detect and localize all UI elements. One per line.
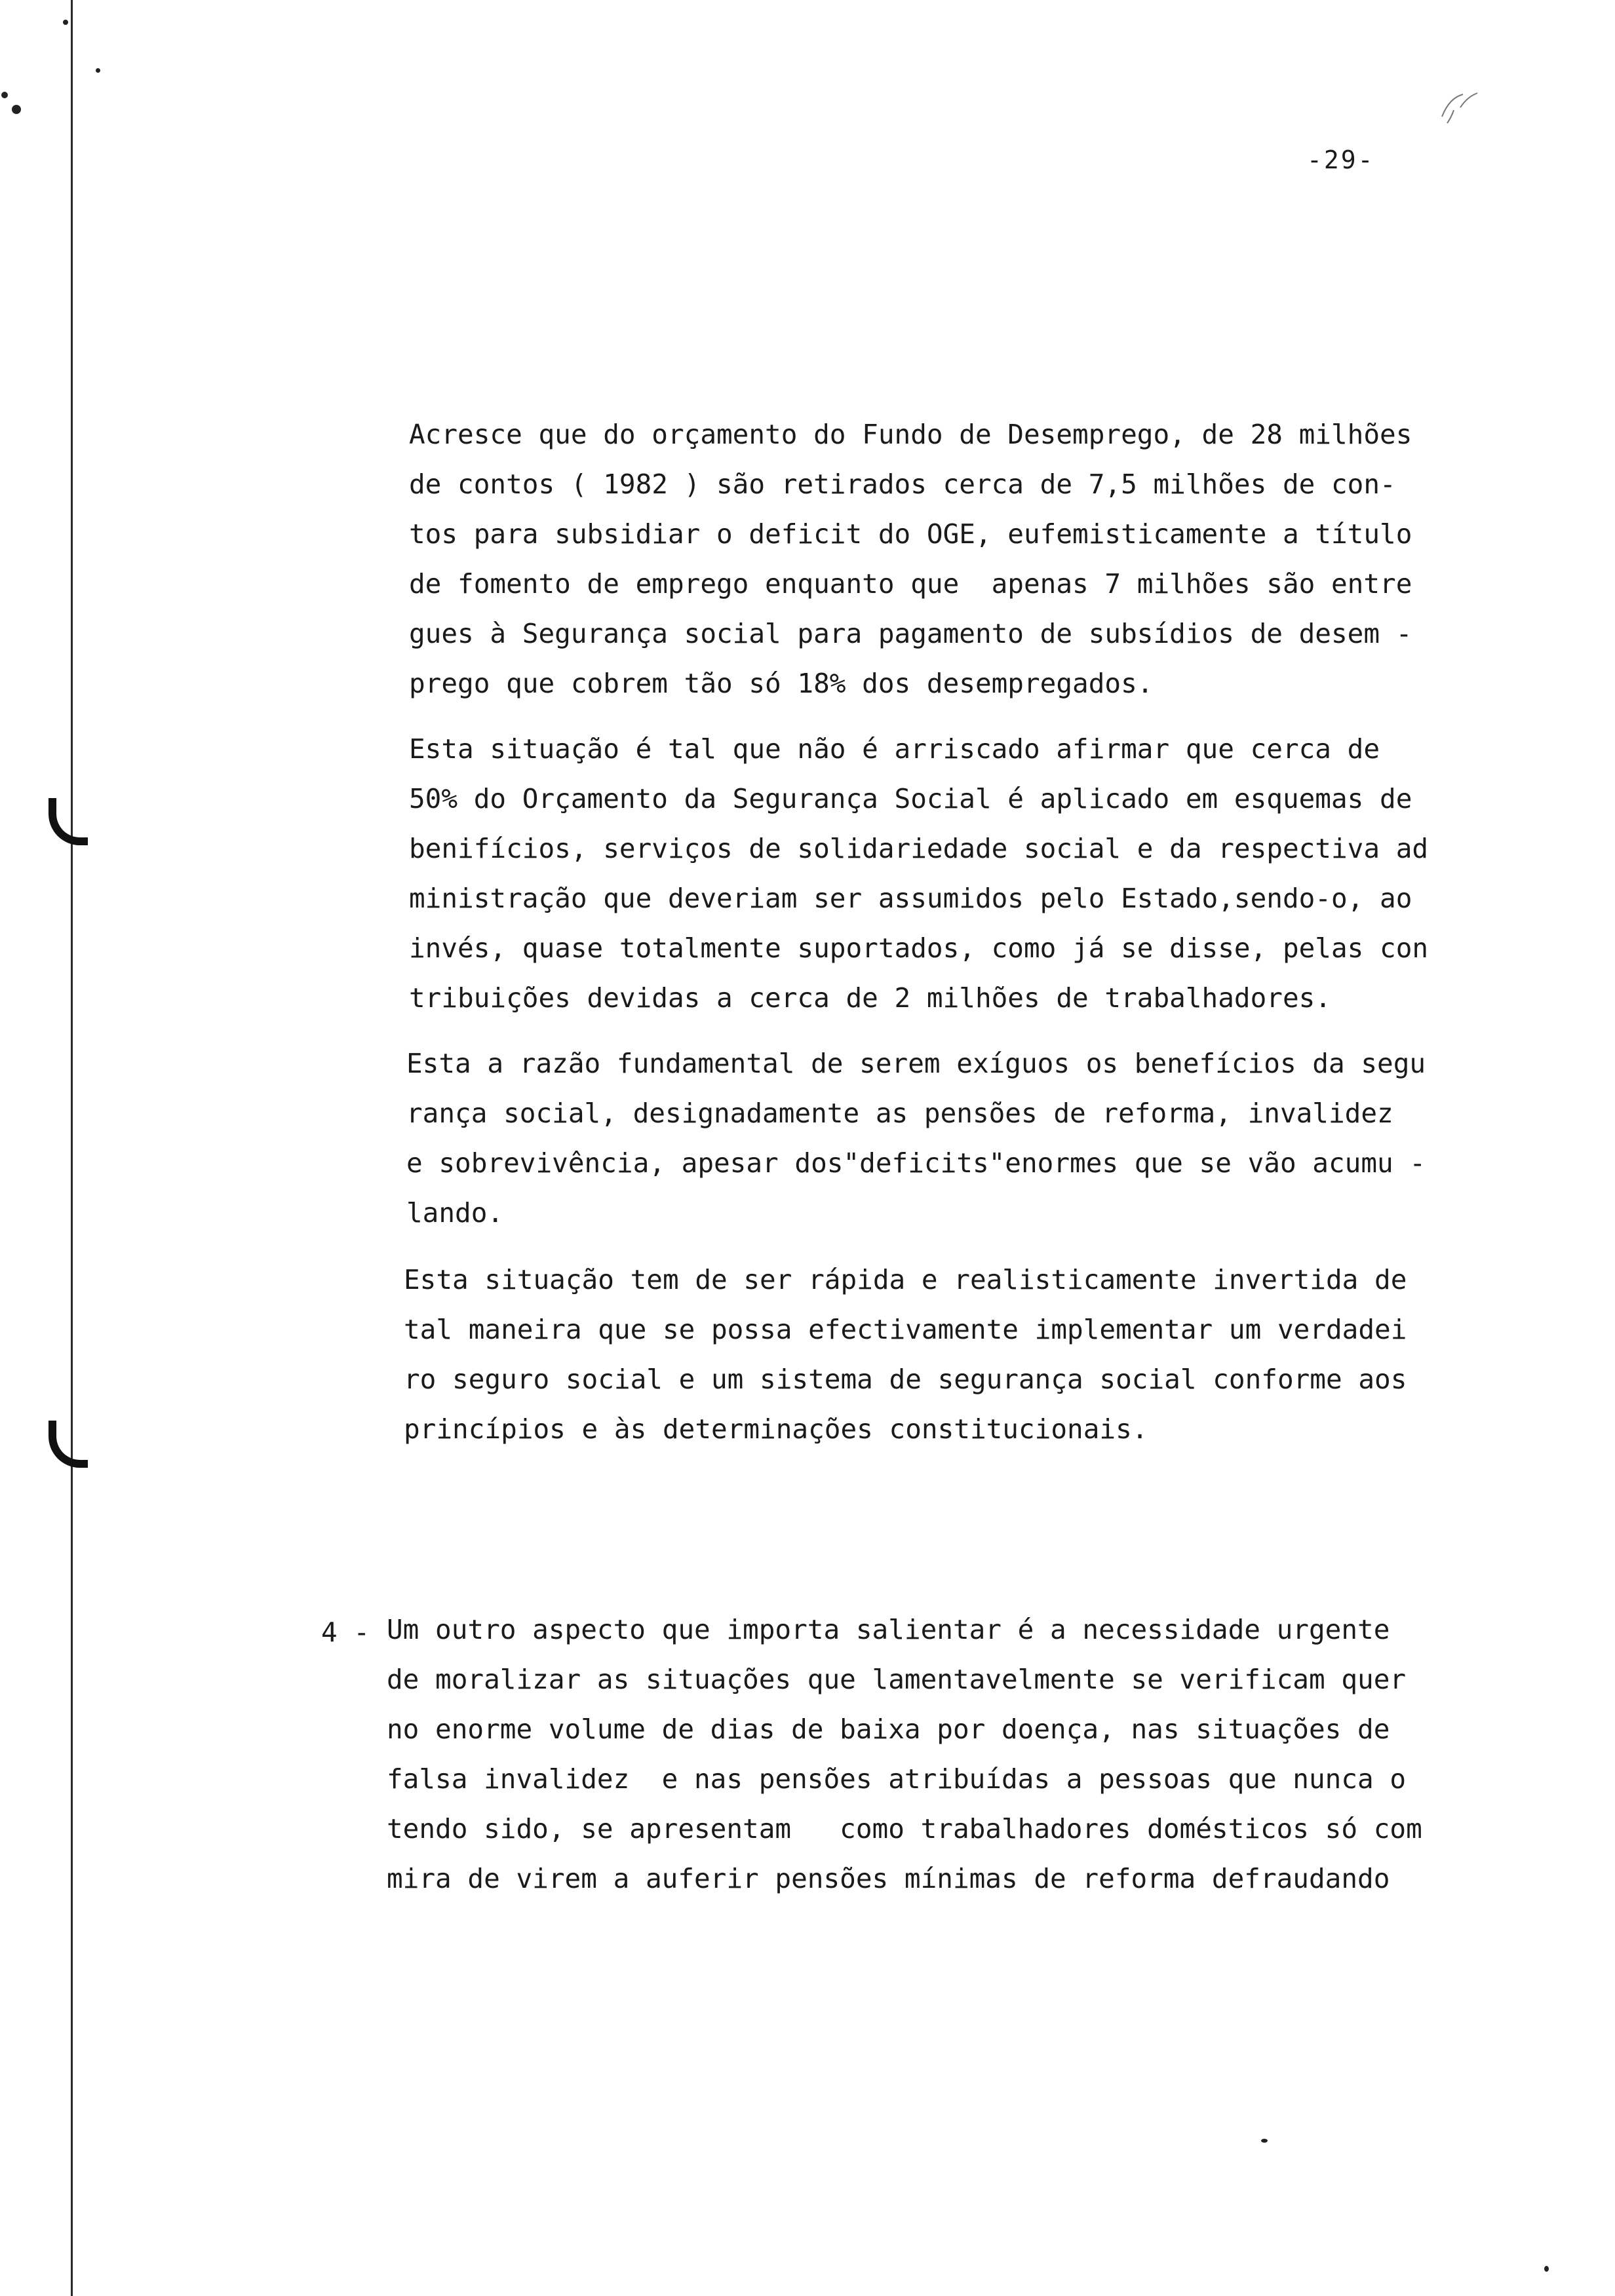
text-line: Esta situação tem de ser rápida e realisticamente invertida de <box>404 1264 1407 1295</box>
text-line: tos para subsidiar o deficit do OGE, eufemisticamente a título <box>409 518 1412 550</box>
ink-speck <box>1 92 8 98</box>
ink-speck <box>12 105 21 114</box>
text-line: ro seguro social e um sistema de segurança social conforme aos <box>404 1364 1407 1395</box>
text-line: rança social, designadamente as pensões de reforma, invalidez <box>406 1098 1393 1129</box>
page-number: -29- <box>1307 145 1375 174</box>
text-line: e sobrevivência, apesar dos"deficits"enormes que se vão acumu - <box>406 1147 1426 1179</box>
ink-speck <box>63 20 68 25</box>
list-number: 4 - <box>321 1617 370 1648</box>
text-line: no enorme volume de dias de baixa por doença, nas situações de <box>387 1713 1390 1745</box>
text-line: tendo sido, se apresentam como trabalhadores domésticos só com <box>387 1813 1422 1845</box>
punch-hole-mark <box>49 1421 88 1468</box>
text-line: tal maneira que se possa efectivamente implementar um verdadei <box>404 1314 1407 1345</box>
text-line: Esta a razão fundamental de serem exíguos os benefícios da segu <box>406 1048 1426 1079</box>
text-line: Esta situação é tal que não é arriscado afirmar que cerca de <box>409 733 1380 765</box>
text-line: ministração que deveriam ser assumidos pelo Estado,sendo-o, ao <box>409 883 1412 914</box>
text-line: de contos ( 1982 ) são retirados cerca de 7,5 milhões de con- <box>409 469 1396 500</box>
ink-speck <box>1544 2266 1549 2272</box>
text-line: tribuições devidas a cerca de 2 milhões de trabalhadores. <box>409 982 1331 1014</box>
ink-speck <box>96 68 100 73</box>
text-line: princípios e às determinações constitucionais. <box>404 1413 1148 1445</box>
text-line: gues à Segurança social para pagamento de subsídios de desem - <box>409 618 1412 649</box>
margin-rule <box>71 0 73 2296</box>
text-line: Acresce que do orçamento do Fundo de Desemprego, de 28 milhões <box>409 419 1412 450</box>
text-line: de fomento de emprego enquanto que apenas 7 milhões são entre <box>409 568 1412 600</box>
text-line: prego que cobrem tão só 18% dos desempregados. <box>409 668 1154 699</box>
text-line: benifícios, serviços de solidariedade social e da respectiva ad <box>409 833 1429 864</box>
text-line: de moralizar as situações que lamentavelmente se verificam quer <box>387 1664 1407 1695</box>
ink-speck <box>1261 2139 1268 2143</box>
text-line: mira de virem a auferir pensões mínimas de reforma defraudando <box>387 1863 1390 1894</box>
text-line: lando. <box>406 1197 504 1229</box>
punch-hole-mark <box>49 798 88 845</box>
text-line: Um outro aspecto que importa salientar é a necessidade urgente <box>387 1614 1390 1645</box>
text-line: 50% do Orçamento da Segurança Social é aplicado em esquemas de <box>409 783 1412 814</box>
text-line: invés, quase totalmente suportados, como já se disse, pelas con <box>409 932 1429 964</box>
pencil-scribble-mark <box>1434 77 1487 130</box>
text-line: falsa invalidez e nas pensões atribuídas a pessoas que nunca o <box>387 1763 1407 1795</box>
